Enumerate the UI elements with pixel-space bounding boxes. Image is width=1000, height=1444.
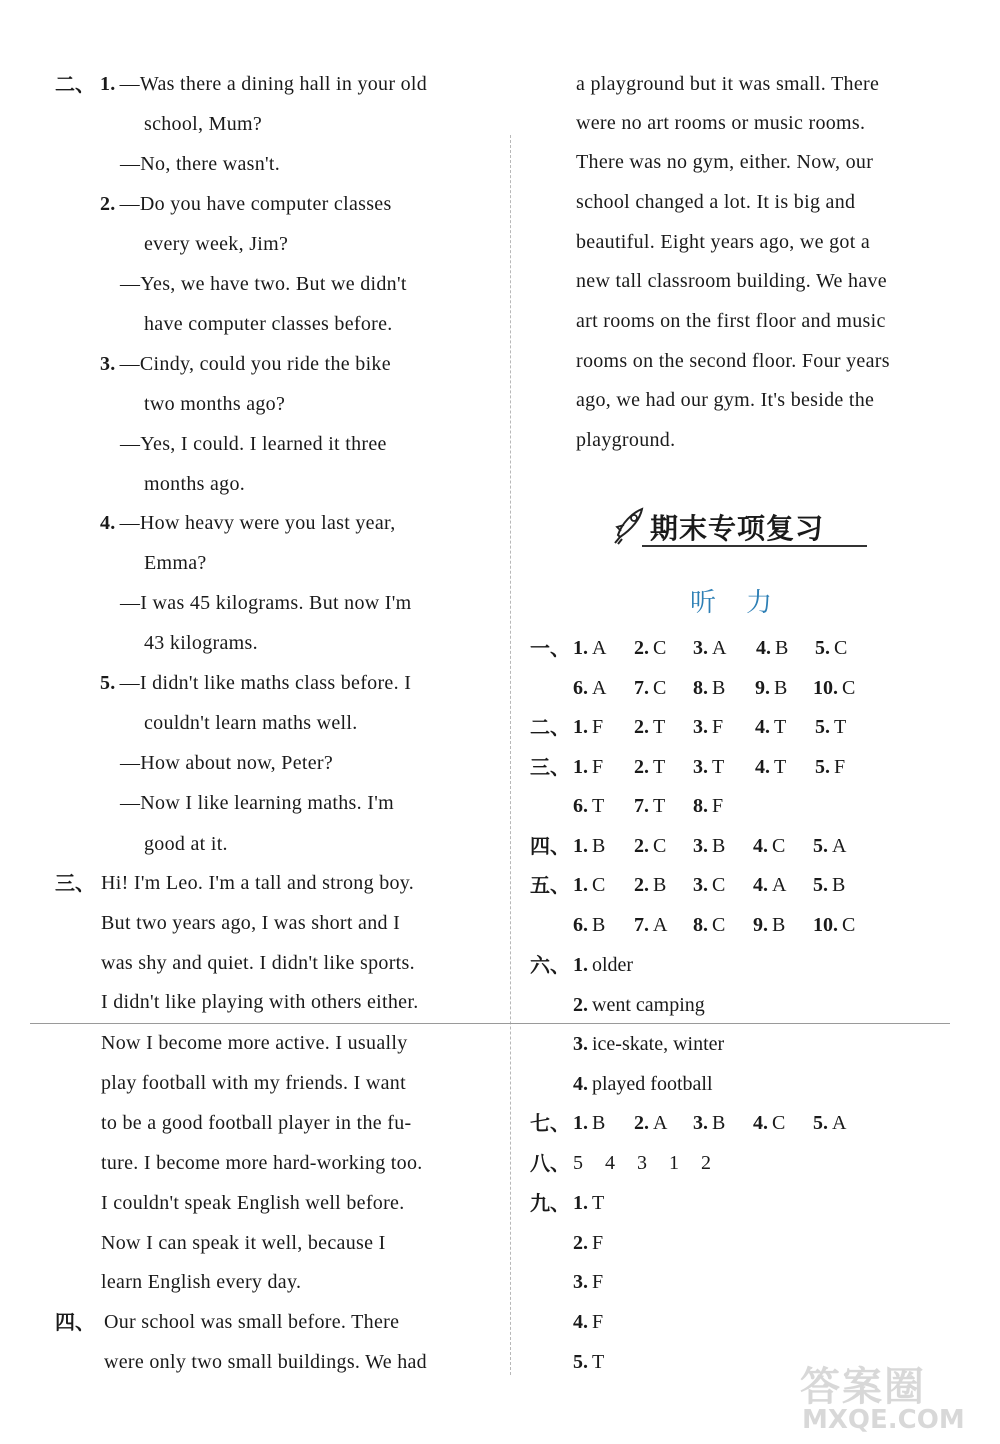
q4-number: 4. <box>100 512 116 534</box>
answer-item: 8. B <box>693 677 726 699</box>
answer-item: 1. F <box>573 716 604 738</box>
answer-item: 2. C <box>634 835 667 857</box>
answer-item: 1. older <box>573 954 634 976</box>
section-3-line: Now I can speak it well, because I <box>101 1232 386 1254</box>
rocket-icon <box>612 505 646 545</box>
answer-item: 5. T <box>573 1351 605 1373</box>
watermark-text-top: 答案圈 <box>800 1364 926 1410</box>
section-3-line: But two years ago, I was short and I <box>101 912 401 934</box>
fold-line <box>30 1023 950 1024</box>
answer-item: 4. T <box>755 716 787 738</box>
answer-item: 1. C <box>573 874 606 896</box>
q5-line-3: —How about now, Peter? <box>120 752 334 774</box>
answer-item: 2. B <box>634 874 667 896</box>
answer-item: 2. T <box>634 756 666 778</box>
passage-line: new tall classroom building. We have <box>576 270 887 292</box>
answer-item: 5. B <box>813 874 846 896</box>
answer-section-4-mark: 四、 <box>530 834 570 858</box>
q3-line-1: 3. —Cindy, could you ride the bike <box>100 353 391 375</box>
q4-line-3: —I was 45 kilograms. But now I'm <box>120 592 412 614</box>
answer-section-7-mark: 七、 <box>530 1111 570 1135</box>
answer-item: 4. F <box>573 1311 604 1333</box>
answer-section-9-mark: 九、 <box>530 1191 570 1215</box>
section-4-mark: 四、 <box>55 1310 95 1334</box>
section-2-mark: 二、 <box>55 72 95 96</box>
answer-item: 5. T <box>815 716 847 738</box>
q1-line-2: school, Mum? <box>144 113 263 135</box>
q1-line-1: 1. —Was there a dining hall in your old <box>100 73 428 95</box>
answer-item: 3. F <box>693 716 724 738</box>
answer-item: 1. F <box>573 756 604 778</box>
section-3-line: ture. I become more hard-working too. <box>101 1152 423 1174</box>
q2-line-4: have computer classes before. <box>144 313 393 335</box>
answer-item: 3. B <box>693 835 726 857</box>
answer-item: 4. C <box>753 1112 786 1134</box>
answer-item: 8. F <box>693 795 724 817</box>
section-header <box>612 503 862 547</box>
answer-item: 4. A <box>753 874 787 896</box>
q3-line-4: months ago. <box>144 473 246 495</box>
section-3-line: to be a good football player in the fu- <box>101 1112 412 1134</box>
q5-line-4: —Now I like learning maths. I'm <box>120 792 394 814</box>
q5-number: 5. <box>100 672 116 694</box>
answer-item: 10. C <box>813 914 856 936</box>
answer-item: 2. F <box>573 1232 604 1254</box>
answer-item: 2. went camping <box>573 994 705 1016</box>
listening-subtitle: 听力 <box>690 588 803 618</box>
q1-number: 1. <box>100 73 116 95</box>
answer-item: 3. C <box>693 874 726 896</box>
section-3-line: Now I become more active. I usually <box>101 1032 408 1054</box>
watermark-logo <box>800 1355 990 1440</box>
q2-number: 2. <box>100 193 116 215</box>
q1-line-3: —No, there wasn't. <box>120 153 281 175</box>
passage-line: school changed a lot. It is big and <box>576 191 856 213</box>
answer-item: 4. C <box>753 835 786 857</box>
section-3-mark: 三、 <box>55 871 95 895</box>
passage-line: rooms on the second floor. Four years <box>576 350 890 372</box>
answer-section-5-mark: 五、 <box>530 873 570 897</box>
column-divider <box>510 135 511 1375</box>
section-title-text: 期末专项复习 <box>650 512 825 545</box>
answer-item: 1. B <box>573 835 606 857</box>
answer-section-2-mark: 二、 <box>530 715 570 739</box>
answer-item: 2. A <box>634 1112 668 1134</box>
answer-item: 1. A <box>573 637 607 659</box>
answer-item: 2. T <box>634 716 666 738</box>
passage-line: art rooms on the first floor and music <box>576 310 886 332</box>
answer-item: 3. F <box>573 1271 604 1293</box>
answer-item: 1. T <box>573 1192 605 1214</box>
section-title-underline <box>642 545 867 547</box>
answer-section-3-mark: 三、 <box>530 755 570 779</box>
answer-item: 4. B <box>756 637 789 659</box>
passage-line: beautiful. Eight years ago, we got a <box>576 231 871 253</box>
answer-item: 7. A <box>634 914 668 936</box>
answer-section-6-mark: 六、 <box>530 953 570 977</box>
answer-item: 7. C <box>634 677 667 699</box>
answer-item: 5. A <box>813 1112 847 1134</box>
answer-item: 5. F <box>815 756 846 778</box>
passage-line: ago, we had our gym. It's beside the <box>576 389 875 411</box>
q4-line-1: 4. —How heavy were you last year, <box>100 512 396 534</box>
section-3-line: I didn't like playing with others either. <box>101 991 419 1013</box>
answer-item: 6. B <box>573 914 606 936</box>
section-3-line: play football with my friends. I want <box>101 1072 406 1094</box>
answer-item: 2. C <box>634 637 667 659</box>
section-3-line: Hi! I'm Leo. I'm a tall and strong boy. <box>101 872 415 894</box>
q5-line-2: couldn't learn maths well. <box>144 712 358 734</box>
answer-item: 9. B <box>753 914 786 936</box>
passage-line: a playground but it was small. There <box>576 73 880 95</box>
answer-section-1-mark: 一、 <box>530 636 570 660</box>
answer-item: 4. played football <box>573 1073 713 1095</box>
q5-line-5: good at it. <box>144 833 228 855</box>
section-3-line: was shy and quiet. I didn't like sports. <box>101 952 415 974</box>
answer-item: 4. T <box>755 756 787 778</box>
answer-item: 6. T <box>573 795 605 817</box>
answer-item: 3. ice-skate, winter <box>573 1033 725 1055</box>
q5-line-1: 5. —I didn't like maths class before. I <box>100 672 412 694</box>
section-3-line: learn English every day. <box>101 1271 302 1293</box>
q2-line-3: —Yes, we have two. But we didn't <box>120 273 407 295</box>
section-4-line: were only two small buildings. We had <box>104 1351 427 1373</box>
passage-line: were no art rooms or music rooms. <box>576 112 866 134</box>
answer-item: 6. A <box>573 677 607 699</box>
q2-line-1: 2. —Do you have computer classes <box>100 193 392 215</box>
answer-item: 9. B <box>755 677 788 699</box>
q2-line-2: every week, Jim? <box>144 233 289 255</box>
section-3-line: I couldn't speak English well before. <box>101 1192 405 1214</box>
watermark-text-bottom: MXQE.COM <box>802 1405 965 1435</box>
passage-line: There was no gym, either. Now, our <box>576 151 874 173</box>
answer-order: 5 4 3 1 2 <box>573 1152 711 1174</box>
answer-item: 3. B <box>693 1112 726 1134</box>
answer-item: 5. C <box>815 637 848 659</box>
passage-line: playground. <box>576 429 676 451</box>
answer-item: 3. T <box>693 756 725 778</box>
answer-item: 7. T <box>634 795 666 817</box>
q4-line-4: 43 kilograms. <box>144 632 258 654</box>
answer-item: 1. B <box>573 1112 606 1134</box>
answer-section-8-mark: 八、 <box>530 1151 570 1175</box>
q3-number: 3. <box>100 353 116 375</box>
answer-item: 8. C <box>693 914 726 936</box>
q3-line-3: —Yes, I could. I learned it three <box>120 433 387 455</box>
section-4-line: Our school was small before. There <box>104 1311 400 1333</box>
answer-item: 5. A <box>813 835 847 857</box>
answer-item: 10. C <box>813 677 856 699</box>
q3-line-2: two months ago? <box>144 393 286 415</box>
q4-line-2: Emma? <box>144 552 207 574</box>
answer-item: 3. A <box>693 637 727 659</box>
